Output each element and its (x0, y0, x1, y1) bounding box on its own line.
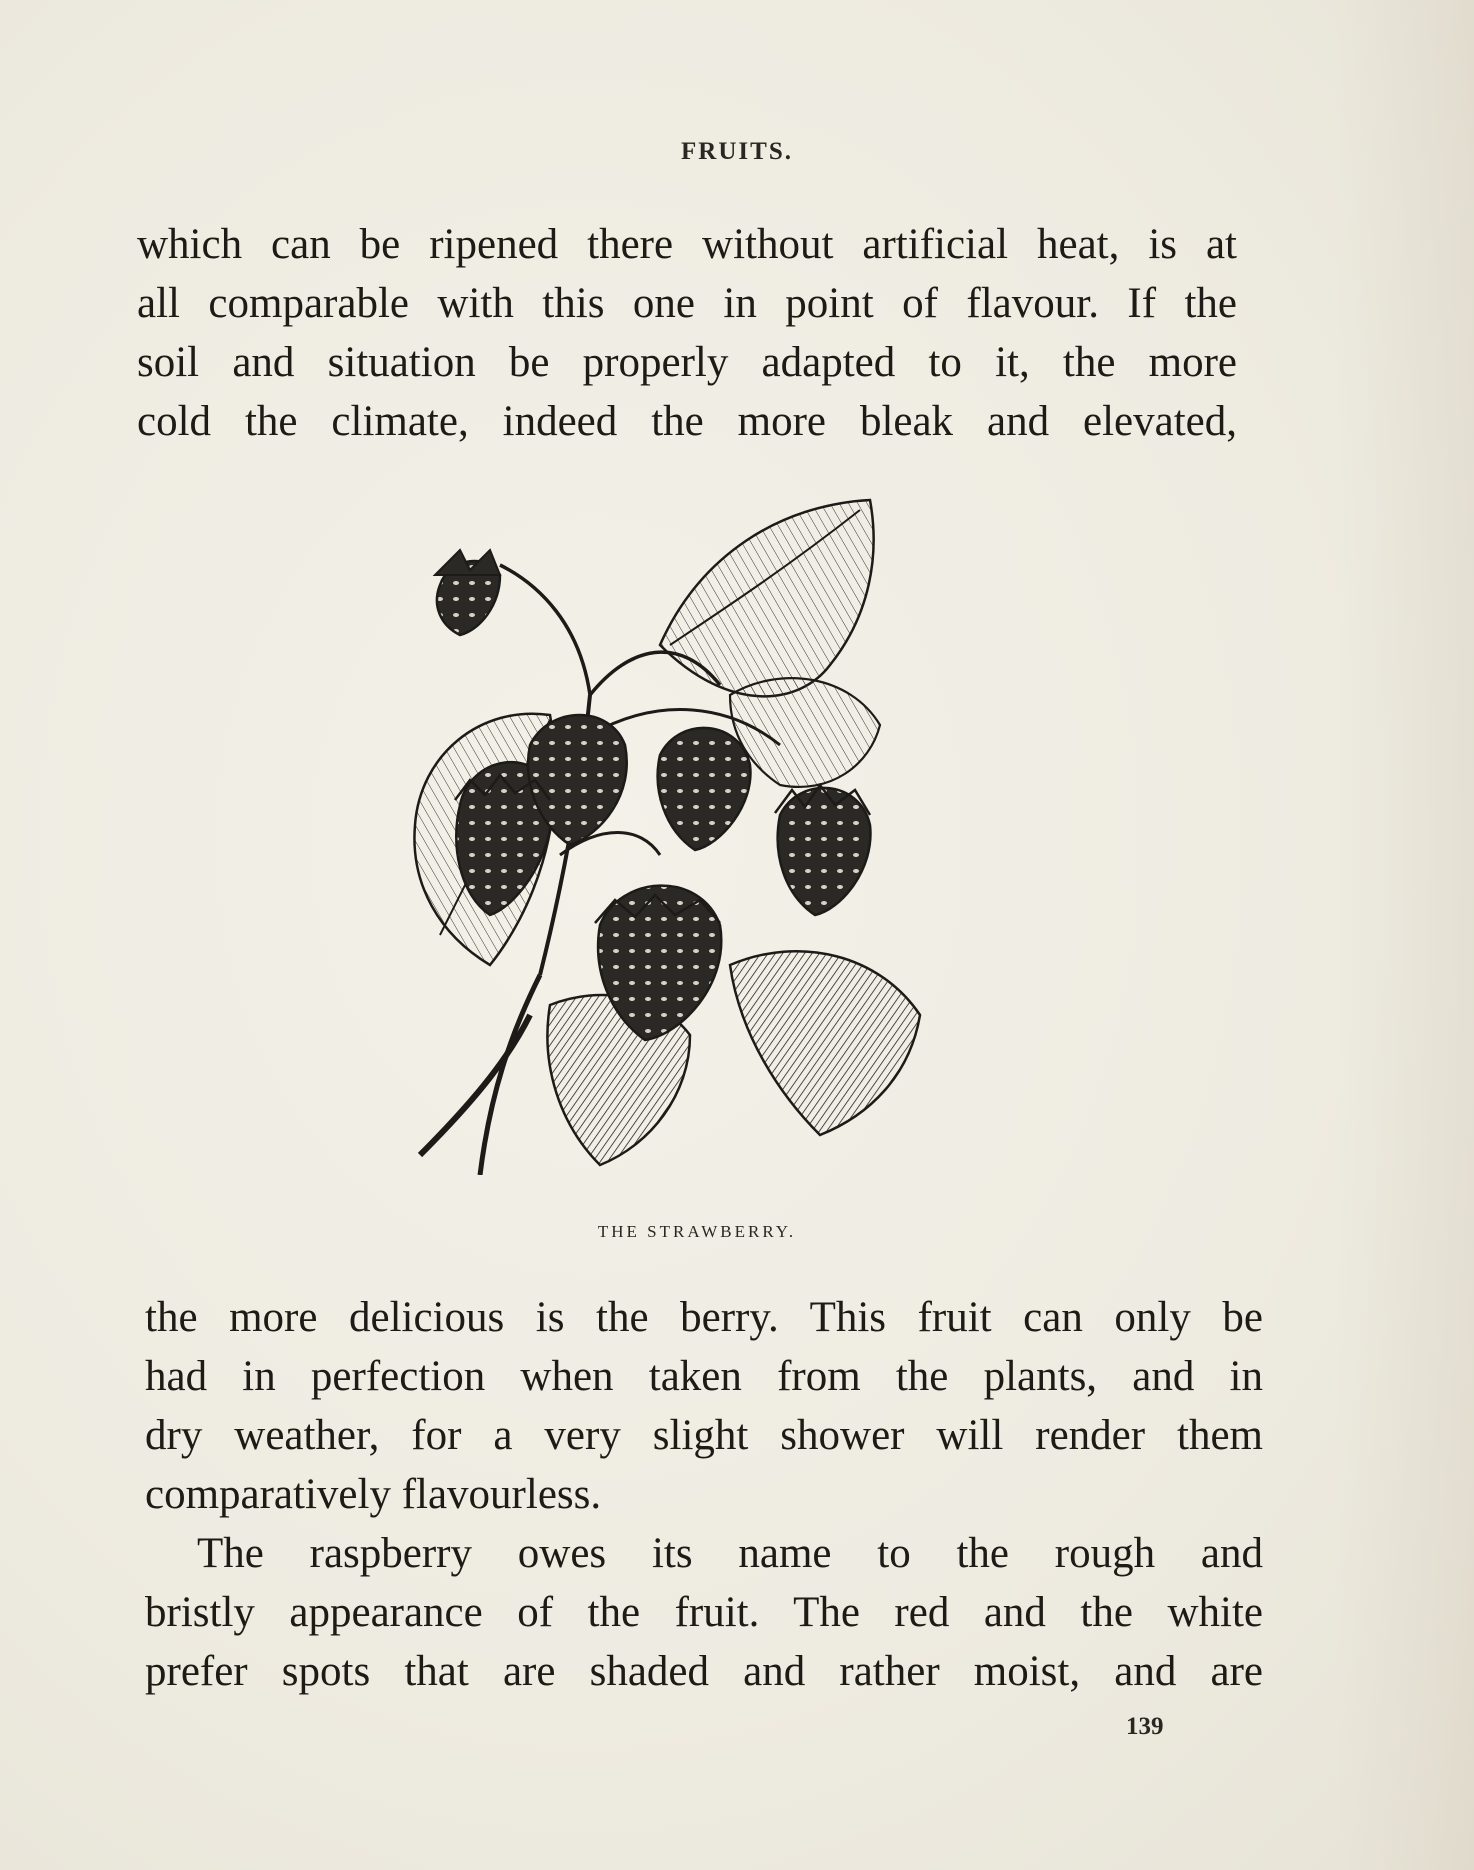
text-line: which can be ripened there without artificial heat, is at (137, 221, 1237, 268)
running-head: FRUITS. (681, 138, 793, 165)
text-line: The raspberry owes its name to the rough and (197, 1530, 1263, 1577)
text-line: soil and situation be properly adapted to it, the more (137, 339, 1237, 386)
text-line: comparatively flavourless. (145, 1471, 602, 1518)
text-line: had in perfection when taken from the plants, and in (145, 1353, 1263, 1400)
leaf (730, 951, 920, 1135)
text-line: prefer spots that are shaded and rather moist, and are (145, 1648, 1263, 1695)
text-line: all comparable with this one in point of flavour. If the (137, 280, 1237, 327)
strawberry (658, 728, 751, 850)
strawberry-engraving (400, 495, 1000, 1175)
text-line: cold the climate, indeed the more bleak and elevated, (137, 398, 1237, 445)
text-block-top (137, 215, 1237, 451)
leaf (730, 678, 880, 787)
text-block-bottom (145, 1288, 1263, 1701)
text-line: bristly appearance of the fruit. The red and the white (145, 1589, 1263, 1636)
page-shading (1334, 0, 1474, 1870)
leaf (660, 500, 874, 696)
text-line: the more delicious is the berry. This fruit can only be (145, 1294, 1263, 1341)
page-number: 139 (1126, 1713, 1164, 1740)
strawberry (778, 788, 871, 915)
figure-caption: THE STRAWBERRY. (597, 1222, 797, 1241)
text-line: dry weather, for a very slight shower will render them (145, 1412, 1263, 1459)
